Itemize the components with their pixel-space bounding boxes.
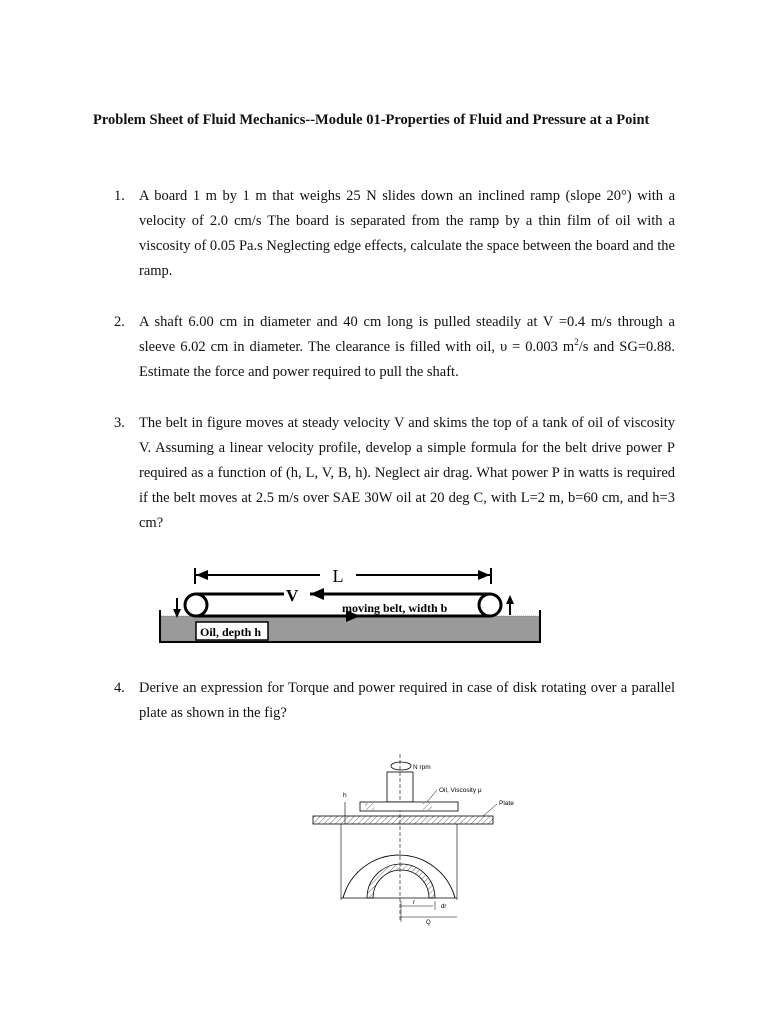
problem-number: 3. — [114, 415, 125, 431]
problem-1 — [93, 184, 675, 284]
problem-text — [139, 310, 675, 385]
problem-2 — [93, 310, 675, 385]
rotation-arrowhead — [506, 595, 514, 604]
problem-text: A board 1 m by 1 m that weighs 25 N slides down an inclined ramp (slope 20°) with a velocity of 2.0 cm/s The board is separated from the ramp by a thin film of oil with a viscosity of 0.05 Pa.s Neglecting edge effects, calculate the space between the board and the ramp. — [139, 188, 675, 279]
leader-line — [483, 804, 497, 816]
dr-label: dr — [441, 904, 447, 910]
problem-text: The belt in figure moves at steady velocity V and skims the top of a tank of oil of viscosity V. Assuming a linear velocity profile, develop a simple formula for the belt drive power P required as a function of (h, L, V, B, h). Neglect air drag. What power P in watts is required if the belt moves at 2.5 m/s over SAE 30W oil at 20 deg C, with L=2 m, b=60 cm, and h=3 cm? — [139, 415, 675, 531]
arrowhead — [196, 570, 208, 580]
belt-figure — [150, 560, 550, 650]
disk-figure — [305, 752, 525, 927]
length-label: L — [332, 566, 344, 586]
problem-text: Derive an expression for Torque and power required in case of disk rotating over a parallel plate as shown in the fig? — [139, 680, 675, 721]
left-roller — [185, 594, 207, 616]
problem-3 — [93, 411, 675, 536]
right-roller — [479, 594, 501, 616]
velocity-arrowhead — [310, 588, 324, 600]
rotation-indicator — [391, 762, 411, 770]
oil-label: Oil, depth h — [200, 625, 262, 639]
arrowhead — [478, 570, 490, 580]
speed-label: N rpm — [413, 764, 431, 771]
belt-label: moving belt, width b — [342, 601, 448, 615]
ring-element — [367, 864, 435, 898]
page-title: Problem Sheet of Fluid Mechanics--Module 01-Properties of Fluid and Pressure at a Point — [93, 112, 650, 128]
velocity-label: V — [286, 586, 299, 605]
superscript: 2 — [574, 337, 579, 348]
problem-4 — [93, 676, 675, 726]
problem-text-part: /s and SG=0.88. Estimate the force and power required to pull the shaft. — [139, 339, 675, 380]
outer-label: Q — [426, 920, 431, 926]
problem-text-part: A shaft 6.00 cm in diameter and 40 cm long is pulled steadily at V =0.4 m/s through a sleeve 6.02 cm in diameter. The clearance is filled with oil, υ = 0.003 m — [139, 314, 675, 355]
problem-number: 2. — [114, 314, 125, 330]
oil-viscosity-label: Oil, Viscosity μ — [439, 787, 482, 794]
problem-number: 4. — [114, 680, 125, 696]
problem-number: 1. — [114, 188, 125, 204]
leader-line — [427, 790, 437, 802]
disk-hatch — [423, 803, 432, 810]
radius-label: r — [413, 900, 415, 906]
disk — [360, 802, 458, 811]
outer-arc — [343, 855, 455, 898]
gap-label: h — [343, 792, 347, 799]
plate — [313, 816, 493, 824]
disk-hatch — [365, 803, 374, 810]
plate-label: Plate — [499, 800, 514, 807]
